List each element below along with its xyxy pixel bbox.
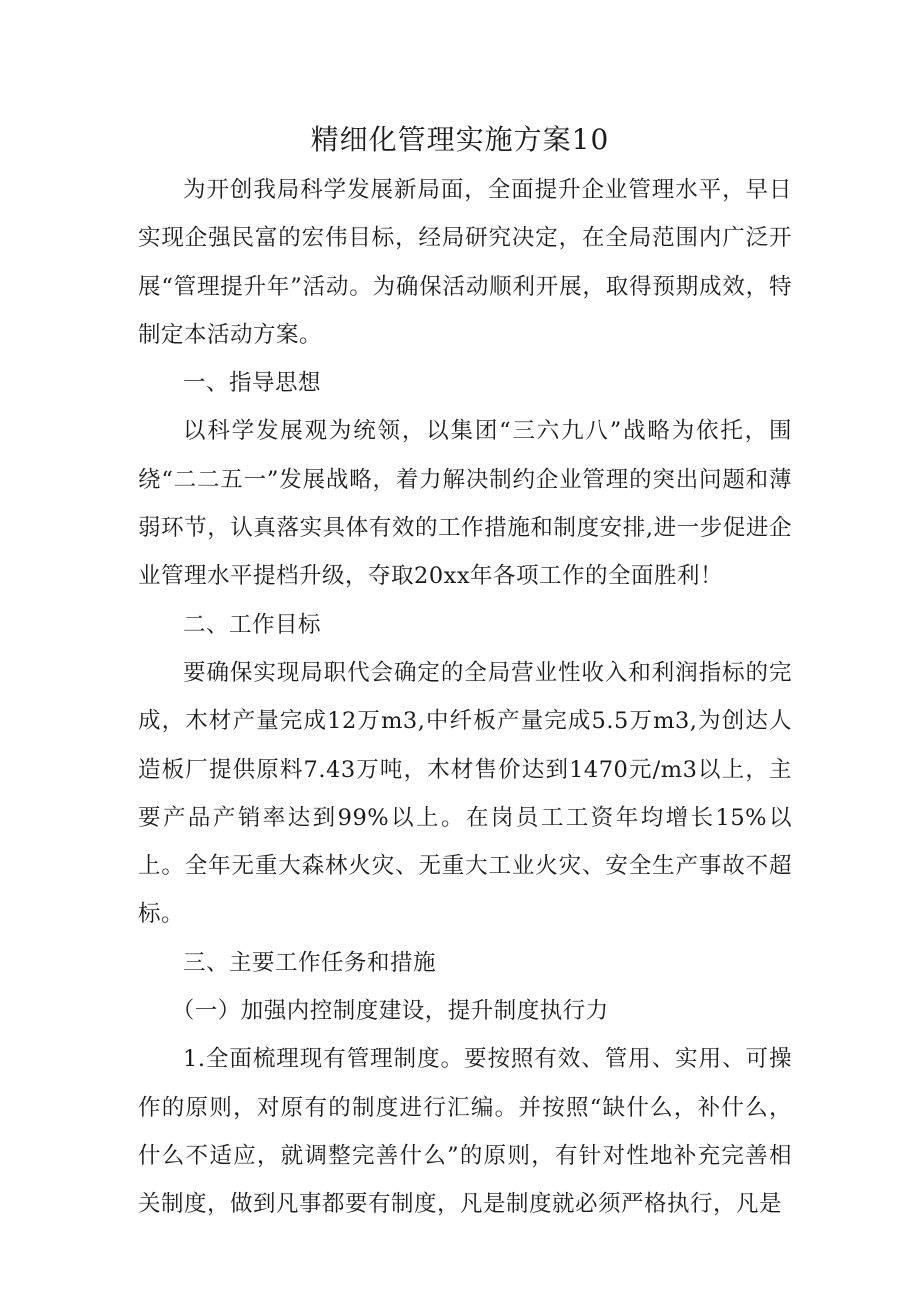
section-heading-main-tasks: 三、主要工作任务和措施 <box>183 949 437 976</box>
section-heading-work-goals: 二、工作目标 <box>183 611 322 638</box>
subsection-heading-internal-control: （一）加强内控制度建设，提升制度执行力 <box>171 998 609 1025</box>
work-goals-paragraph: 要确保实现局职代会确定的全局营业性收入和利润指标的完成，木材产量完成12万m3,中纤板产量完成5.5万m3,为创达人造板厂提供原料7.43万吨，木材售价达到1470元/m3以上，主要产品产销率达到99%以上。在岗员工工资年均增长15%以上。全年无重大森林火灾、无重大工业火灾、安全生产事故不超标。 <box>138 659 792 928</box>
intro-paragraph: 为开创我局科学发展新局面，全面提升企业管理水平，早日实现企强民富的宏伟目标，经局研究决定，在全局范围内广泛开展“管理提升年”活动。为确保活动顺利开展，取得预期成效，特制定本活动方案。 <box>138 177 792 348</box>
document-title: 精细化管理实施方案10 <box>310 123 610 156</box>
section-heading-guiding-ideology: 一、指导思想 <box>183 370 322 397</box>
document-body <box>138 166 792 1229</box>
item-1-paragraph: 1.全面梳理现有管理制度。要按照有效、管用、实用、可操作的原则，对原有的制度进行汇编。并按照“缺什么，补什么，什么不适应，就调整完善什么”的原则，有针对性地补充完善相关制度，做到凡事都要有制度，凡是制度就必须严格执行，凡是 <box>138 1046 792 1218</box>
guiding-ideology-paragraph: 以科学发展观为统领，以集团“三六九八”战略为依托，围绕“二二五一”发展战略，着力解决制约企业管理的突出问题和薄弱环节，认真落实具体有效的工作措施和制度安排,进一步促进企业管理水平提档升级，夺取20xx年各项工作的全面胜利！ <box>138 418 792 590</box>
